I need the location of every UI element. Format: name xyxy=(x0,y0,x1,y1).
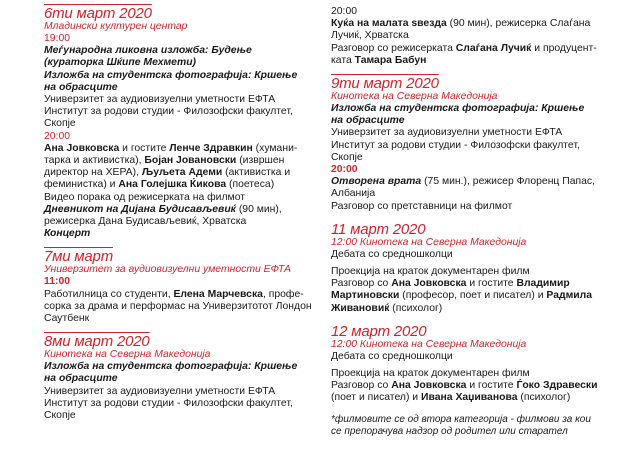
day-7-workshop-line-3: Саутбенк xyxy=(44,313,90,325)
speaker-name: Владимир xyxy=(516,278,570,290)
day-6-video-message: Видео порака од режисерката на филмот xyxy=(44,191,245,203)
day-9-film-line-1 xyxy=(331,176,595,188)
day-7-workshop-line-1 xyxy=(44,289,306,301)
speaker-name: Бојан Јовановски xyxy=(144,155,237,167)
film-title: Дневникот на Дијана Будисављевиќ xyxy=(44,203,236,215)
day-6-organizer-3: Скопје xyxy=(44,118,76,130)
day-7-section xyxy=(44,248,312,325)
speaker-name: Слаѓана Лучиќ xyxy=(455,42,532,54)
day-7-time: 11:00 xyxy=(44,276,71,288)
day-6-concert: Концерт xyxy=(44,228,91,240)
day-8-organizer-1: Универзитет за аудиовизуелни уметности ЕФТА xyxy=(44,385,276,397)
day-6-date: 6ти март 2020 xyxy=(44,5,152,22)
talk-text: и продуцент- xyxy=(531,42,597,54)
footnote-line-2: се препорачува надзор од родител или старател xyxy=(331,425,568,437)
day-7-workshop-line-2: сорка за драма и перформас на Универзитотот Лондон xyxy=(44,300,312,312)
day-6-film-line-2: режисерка Дана Будисављевиќ, Хрватска xyxy=(44,216,247,228)
day-6-panel-line-3 xyxy=(44,167,306,179)
day-6-exhibition-1-curator: (кураторка Шќипе Мехмети) xyxy=(44,57,196,69)
speaker-name: Ана Голејшка Ќикова xyxy=(118,179,227,191)
day-9-organizer-3: Скопје xyxy=(331,151,363,163)
day-6-panel-line-4 xyxy=(44,179,306,191)
day-11-screening: Проекција на краток документарен филм xyxy=(331,266,530,278)
film-info: (75 мин.), режисер Флоренц Папас, xyxy=(421,176,596,188)
panel-text: (извршен xyxy=(236,155,285,167)
talk-text: и гостите xyxy=(466,380,517,392)
panel-text: феминистка) и xyxy=(44,179,119,191)
day-8-venue: Кинотека на Северна Македонија xyxy=(44,349,211,361)
day-12-screening: Проекција на краток документарен филм xyxy=(331,368,530,380)
day-6-exhibition-2-title-cont: на обрасците xyxy=(44,81,118,93)
workshop-text: , профе- xyxy=(262,288,304,300)
panel-text: тарка и активистка), xyxy=(44,155,145,167)
day-8-film-line-1 xyxy=(331,18,595,30)
day-6-organizer-2: Институт за родови студии - Филозофски факултет, xyxy=(44,106,293,118)
film-title: Отворена врата xyxy=(331,176,422,188)
speaker-name: Ана Јовковска xyxy=(391,380,467,392)
day-8-organizer-2: Институт за родови студии - Филозофски факултет, xyxy=(44,397,293,409)
day-12-talk-line-1 xyxy=(331,380,598,392)
panel-text: и гостите xyxy=(119,142,170,154)
day-6-panel-line-1 xyxy=(44,143,306,155)
talk-text: и гостите xyxy=(466,278,517,290)
day-6-time-2: 20:00 xyxy=(44,130,71,142)
day-11-section xyxy=(331,222,595,315)
film-title: Куќа на малата ѕвезда xyxy=(331,18,447,30)
day-8-exhibition-title-cont: на обрасците xyxy=(44,373,118,385)
day-8-film-line-2: Лучиќ, Хрватска xyxy=(331,30,409,42)
day-6-organizer-1: Универзитет за аудиовизуелни уметности ЕФТА xyxy=(44,94,276,106)
talk-text: (професор, поет и писател) и xyxy=(399,290,547,302)
day-8-time-evening: 20:00 xyxy=(331,6,358,17)
day-6-section xyxy=(44,6,306,240)
footnote-line-1: *филмовите се од втора категорија - филмови за кои xyxy=(331,413,591,425)
day-8-talk-line-2 xyxy=(331,55,595,67)
speaker-name: Ана Јовковска xyxy=(44,142,120,154)
talk-text: ката xyxy=(331,54,355,66)
day-8-continued-section xyxy=(331,6,595,67)
speaker-name: Мартиновски xyxy=(331,290,400,302)
day-12-section xyxy=(331,322,598,405)
talk-text: Разговор со xyxy=(331,380,392,392)
talk-text: (психолог) xyxy=(389,302,443,314)
day-11-talk-line-2 xyxy=(331,290,595,302)
panel-text: (хумани- xyxy=(252,142,298,154)
day-7-venue: Универзитет за аудиовизуелни уметности ЕФТА xyxy=(44,264,291,276)
day-12-talk-line-2 xyxy=(331,392,595,404)
day-8-exhibition-title: Изложба на студентска фотографија: Кршење xyxy=(44,361,298,373)
speaker-name: Радмила xyxy=(546,290,593,302)
day-9-time: 20:00 xyxy=(331,164,358,176)
day-9-organizer-2: Институт за родови студии - Филозофски факултет, xyxy=(331,139,580,151)
day-6-exhibition-1-title: Меѓународна ликовна изложба: Будење xyxy=(44,45,252,57)
day-12-venue: 12:00 Кинотека на Северна Македонија xyxy=(331,338,527,350)
day-11-talk-line-3 xyxy=(331,303,595,315)
speaker-name: Ана Јовковска xyxy=(391,278,467,290)
day-9-section xyxy=(331,76,595,213)
day-12-debate: Дебата со средношколци xyxy=(331,350,453,362)
day-8-organizer-3: Скопје xyxy=(44,410,76,422)
panel-text: (активистка и xyxy=(222,167,291,179)
day-6-exhibition-2-title: Изложба на студентска фотографија: Кршење xyxy=(44,69,298,81)
day-9-venue: Кинотека на Северна Македонија xyxy=(331,91,498,103)
day-6-time-1: 19:00 xyxy=(44,33,71,44)
panel-text: директор на ХЕРА), xyxy=(44,167,142,179)
film-info: (90 мин), режисерка Слаѓана xyxy=(446,18,591,30)
day-6-film-line-1 xyxy=(44,204,306,216)
day-11-debate: Дебата со средношколци xyxy=(331,248,453,260)
day-9-talk: Разговор со претставници на филмот xyxy=(331,200,513,212)
day-8-section xyxy=(44,334,306,422)
speaker-name: Елена Марчевска xyxy=(173,288,263,300)
talk-text: Разговор со xyxy=(331,278,392,290)
panel-text: (поетеса) xyxy=(226,179,275,191)
day-9-date: 9ти март 2020 xyxy=(331,75,439,93)
day-9-film-line-2: Албанија xyxy=(331,188,376,200)
film-info: (90 мин), xyxy=(235,203,282,215)
talk-text: (психолог) xyxy=(517,392,571,404)
talk-text: (поет и писател) и xyxy=(331,392,421,404)
day-9-exhibition-title-cont: на обрасците xyxy=(331,115,405,127)
day-11-talk-line-1 xyxy=(331,278,595,290)
program-column-right xyxy=(331,6,598,438)
workshop-text: Работилница со студенти, xyxy=(44,288,174,300)
program-column-left xyxy=(44,5,312,422)
day-6-panel-line-2 xyxy=(44,155,306,167)
speaker-name: Тамара Бабун xyxy=(354,54,427,66)
talk-text: Разговор со режисерката xyxy=(331,42,456,54)
day-11-date: 11 март 2020 xyxy=(331,220,426,238)
day-6-venue: Младински културен центар xyxy=(44,21,188,32)
speaker-name: Ивана Хаџиванова xyxy=(421,392,518,404)
speaker-name: Ленче Здравкин xyxy=(169,142,253,154)
speaker-name: Ѓоко Здравески xyxy=(516,380,598,392)
day-8-date: 8ми март 2020 xyxy=(44,333,150,351)
speaker-name: Љуљета Адеми xyxy=(141,167,223,179)
day-9-exhibition-title: Изложба на студентска фотографија: Кршење xyxy=(331,103,585,115)
day-9-organizer-1: Универзитет за аудиовизуелни уметности ЕФТА xyxy=(331,127,563,139)
day-11-venue: 12:00 Кинотека на Северна Македонија xyxy=(331,236,527,248)
speaker-name: Живановиќ xyxy=(331,302,390,314)
day-12-date: 12 март 2020 xyxy=(331,322,427,340)
day-7-date: 7ми март xyxy=(44,248,113,266)
day-8-talk-line-1 xyxy=(331,43,595,55)
